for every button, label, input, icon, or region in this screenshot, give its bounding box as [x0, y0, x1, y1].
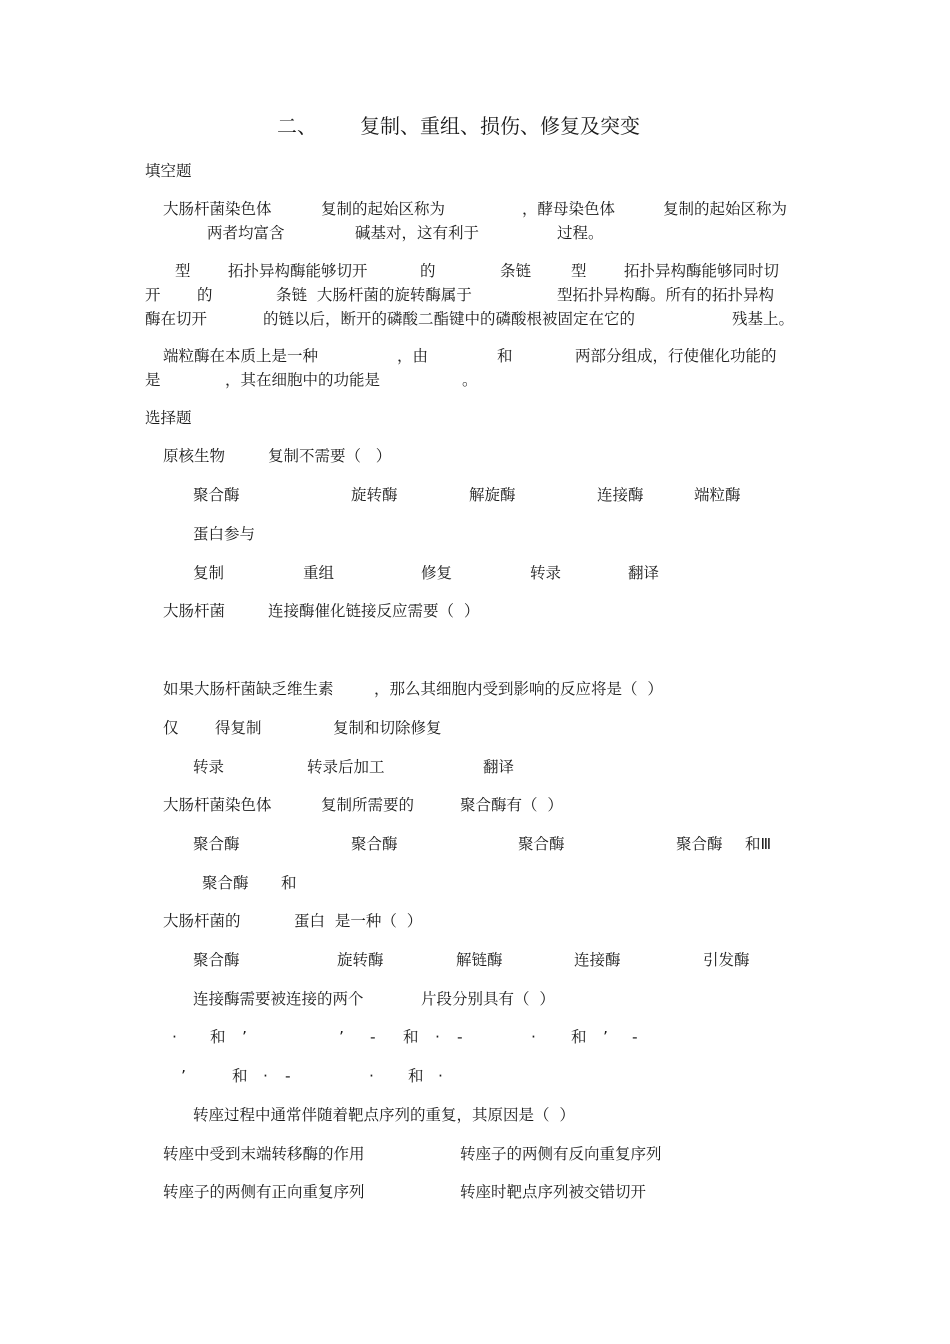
choice-q5-stem: 大肠杆菌染色体 — [163, 796, 272, 814]
fill-q3-text: ，由 — [397, 347, 429, 365]
choice-q6-stem: 大肠杆菌的 — [163, 912, 241, 930]
fill-q2-text: 的链以后，断开的磷酸二酯键中的磷酸根被固定在它的 — [263, 310, 636, 328]
fill-q2-text: 拓扑异构酶能够同时切 — [624, 262, 780, 280]
fill-q2-text: 的 — [420, 262, 436, 280]
choice-heading: 选择题 — [145, 409, 192, 427]
choice-option-mark[interactable]: ’ — [339, 1028, 344, 1046]
choice-option-mark[interactable]: · — [531, 1028, 536, 1046]
fill-q2-text: 型 — [175, 262, 191, 280]
fill-q2-text: 的 — [197, 286, 213, 304]
fill-q2-text: 酶在切开 — [145, 310, 208, 328]
choice-option[interactable]: 得复制 — [215, 719, 262, 737]
choice-option[interactable]: 修复 — [421, 564, 453, 582]
fill-q3-text: 。 — [462, 371, 478, 389]
fill-q2-text: 开 — [145, 286, 161, 304]
fill-q3-text: 和 — [497, 347, 513, 365]
choice-q1-stem: 原核生物 — [163, 447, 226, 465]
choice-option[interactable]: 连接酶 — [574, 951, 621, 969]
choice-option[interactable]: 复制 — [193, 564, 225, 582]
choice-option[interactable]: 蛋白参与 — [193, 525, 256, 543]
choice-option[interactable]: 转录 — [530, 564, 562, 582]
fill-heading: 填空题 — [145, 162, 192, 180]
choice-option[interactable]: 解旋酶 — [469, 486, 516, 504]
choice-option[interactable]: 转座子的两侧有正向重复序列 — [163, 1183, 365, 1201]
fill-q1-text: 复制的起始区称为 — [321, 200, 446, 218]
fill-q2-text: 拓扑异构酶能够切开 — [228, 262, 368, 280]
choice-q6-stem: 蛋白 是一种（ ） — [294, 912, 423, 930]
choice-option-mark[interactable]: 和 — [232, 1067, 248, 1085]
choice-option-mark[interactable]: · — [172, 1028, 177, 1046]
choice-q4-stem: ，那么其细胞内受到影响的反应将是（ ） — [374, 680, 663, 698]
choice-option-mark[interactable]: 和 — [571, 1028, 587, 1046]
choice-option[interactable]: 聚合酶 — [193, 835, 240, 853]
fill-q2-text: 残基上。 — [732, 310, 795, 328]
choice-q1-stem: 复制不需要（ ） — [268, 447, 392, 465]
fill-q1-text: 过程。 — [557, 224, 604, 242]
choice-option[interactable]: 重组 — [303, 564, 335, 582]
fill-q1-text: ，酵母染色体 — [522, 200, 616, 218]
choice-option[interactable]: 旋转酶 — [351, 486, 398, 504]
choice-option-mark[interactable]: 和 — [210, 1028, 226, 1046]
fill-q3-text: 是 — [145, 371, 161, 389]
fill-q1-text: 两者均富含 — [207, 224, 285, 242]
choice-option-mark[interactable]: - — [632, 1028, 638, 1046]
choice-option-mark[interactable]: - — [370, 1028, 376, 1046]
choice-option[interactable]: 聚合酶 — [193, 951, 240, 969]
choice-option[interactable]: 翻译 — [483, 758, 515, 776]
choice-option[interactable]: 端粒酶 — [694, 486, 741, 504]
choice-option[interactable]: 翻译 — [628, 564, 660, 582]
fill-q2-text: 条链 大肠杆菌的旋转酶属于 — [276, 286, 472, 304]
page-title: 复制、重组、损伤、修复及突变 — [360, 114, 640, 138]
choice-option-mark[interactable]: - — [457, 1028, 463, 1046]
choice-q5-stem: 聚合酶有（ ） — [460, 796, 563, 814]
choice-q4-stem: 如果大肠杆菌缺乏维生素 — [163, 680, 334, 698]
choice-option-mark[interactable]: · — [263, 1067, 268, 1085]
section-number: 二、 — [277, 114, 317, 138]
choice-option-mark[interactable]: ’ — [242, 1028, 247, 1046]
choice-q3-stem: 连接酶催化链接反应需要（ ） — [268, 602, 480, 620]
choice-q3-stem: 大肠杆菌 — [163, 602, 226, 620]
choice-option-mark[interactable]: · — [369, 1067, 374, 1085]
choice-option[interactable]: 解链酶 — [456, 951, 503, 969]
choice-option[interactable]: 引发酶 — [703, 951, 750, 969]
choice-option[interactable]: 连接酶 — [597, 486, 644, 504]
choice-option-mark[interactable]: 和 — [408, 1067, 424, 1085]
choice-q7-stem: 连接酶需要被连接的两个 — [193, 990, 364, 1008]
choice-option[interactable]: 聚合酶 — [193, 486, 240, 504]
fill-q1-text: 复制的起始区称为 — [663, 200, 788, 218]
choice-option[interactable]: 转录后加工 — [307, 758, 385, 776]
choice-option-mark[interactable]: ’ — [603, 1028, 608, 1046]
choice-option[interactable]: 聚合酶 — [202, 874, 249, 892]
choice-option[interactable]: 和Ⅲ — [745, 835, 772, 853]
choice-option[interactable]: 复制和切除修复 — [333, 719, 442, 737]
choice-option-mark[interactable]: 和 — [403, 1028, 419, 1046]
fill-q3-text: ，其在细胞中的功能是 — [225, 371, 381, 389]
choice-option[interactable]: 转座时靶点序列被交错切开 — [460, 1183, 647, 1201]
fill-q1-text: 大肠杆菌染色体 — [163, 200, 272, 218]
fill-q3-text: 端粒酶在本质上是一种 — [163, 347, 319, 365]
choice-option-mark[interactable]: ’ — [181, 1067, 186, 1085]
fill-q2-text: 型 — [571, 262, 587, 280]
choice-q7-stem: 片段分别具有（ ） — [421, 990, 555, 1008]
fill-q3-text: 两部分组成，行使催化功能的 — [575, 347, 777, 365]
choice-option[interactable]: 聚合酶 — [351, 835, 398, 853]
choice-q8-stem: 转座过程中通常伴随着靶点序列的重复，其原因是（ ） — [193, 1106, 575, 1124]
choice-option-mark[interactable]: · — [435, 1028, 440, 1046]
choice-option-mark[interactable]: - — [285, 1067, 291, 1085]
choice-option[interactable]: 仅 — [163, 719, 179, 737]
choice-option[interactable]: 聚合酶 — [518, 835, 565, 853]
choice-option[interactable]: 转座中受到末端转移酶的作用 — [163, 1145, 365, 1163]
choice-option-mark[interactable]: · — [438, 1067, 443, 1085]
choice-option[interactable]: 聚合酶 — [676, 835, 723, 853]
choice-option[interactable]: 旋转酶 — [337, 951, 384, 969]
choice-q5-stem: 复制所需要的 — [321, 796, 415, 814]
fill-q2-text: 条链 — [500, 262, 532, 280]
choice-option[interactable]: 转录 — [193, 758, 225, 776]
fill-q1-text: 碱基对，这有利于 — [355, 224, 480, 242]
choice-option[interactable]: 转座子的两侧有反向重复序列 — [460, 1145, 662, 1163]
fill-q2-text: 型拓扑异构酶。所有的拓扑异构 — [557, 286, 775, 304]
choice-option[interactable]: 和 — [281, 874, 297, 892]
